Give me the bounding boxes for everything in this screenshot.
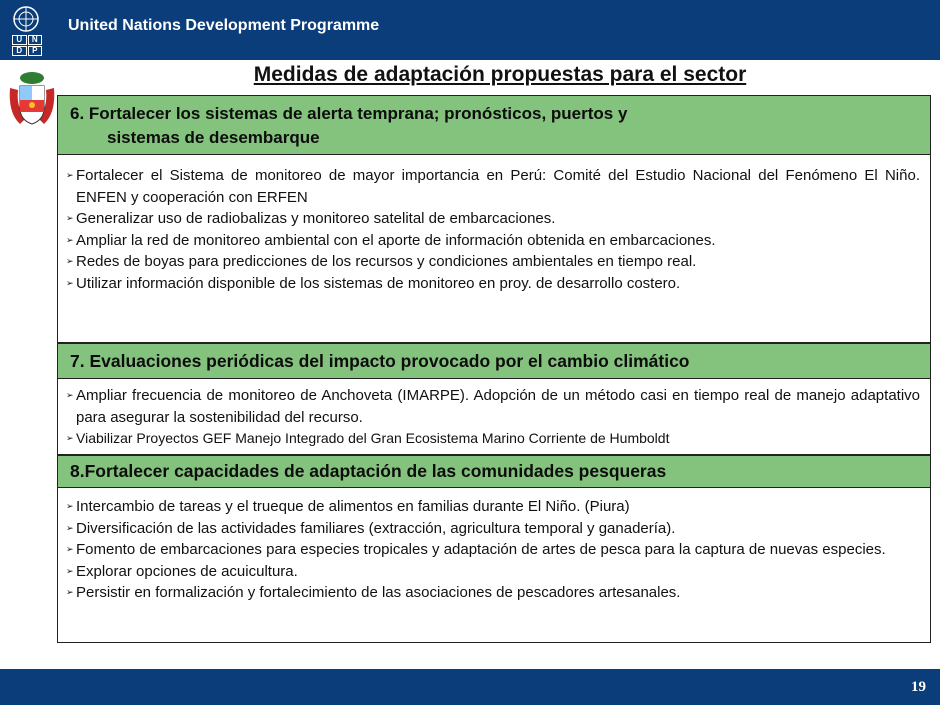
logo-letter-n: N: [28, 35, 43, 45]
arrow-bullet-icon: ➢: [66, 213, 74, 223]
list-item: ➢ Ampliar la red de monitoreo ambiental con el aporte de información obtenida en embarcaciones.: [66, 230, 920, 252]
list-item: ➢ Persistir en formalización y fortalecimiento de las asociaciones de pescadores artesanales.: [66, 582, 920, 604]
undp-logo: [12, 5, 42, 55]
section-6-heading-line1: 6. Fortalecer los sistemas de alerta temprana; pronósticos, puertos y: [70, 104, 628, 123]
list-item: ➢ Fomento de embarcaciones para especies tropicales y adaptación de artes de pesca para la captura de nuevas especies.: [66, 539, 920, 561]
arrow-bullet-icon: ➢: [66, 522, 74, 533]
slide-title: Medidas de adaptación propuestas para el sector: [253, 63, 747, 86]
section-6-body: [57, 155, 931, 343]
arrow-bullet-icon: ➢: [66, 234, 74, 245]
section-7-body: [57, 379, 931, 455]
peru-coat-of-arms-icon: [6, 68, 58, 130]
list-item: ➢ Utilizar información disponible de los sistemas de monitoreo en proy. de desarrollo costero.: [66, 273, 920, 295]
header-bar: [0, 0, 940, 60]
list-item: ➢ Diversificación de las actividades familiares (extracción, agricultura temporal y ganadería).: [66, 518, 920, 540]
list-item: ➢ Redes de boyas para predicciones de los recursos y condiciones ambientales en tiempo real.: [66, 251, 920, 273]
un-globe-icon: [12, 5, 40, 33]
logo-letter-p: P: [28, 46, 43, 56]
logo-letter-u: U: [12, 35, 27, 45]
arrow-bullet-icon: ➢: [66, 170, 74, 180]
arrow-bullet-icon: ➢: [66, 390, 74, 400]
arrow-bullet-icon: ➢: [66, 256, 74, 266]
logo-letter-d: D: [12, 46, 27, 56]
arrow-bullet-icon: ➢: [66, 501, 74, 511]
list-item: ➢ Intercambio de tareas y el trueque de alimentos en familias durante El Niño. (Piura): [66, 496, 920, 518]
arrow-bullet-icon: ➢: [66, 544, 74, 554]
section-6-heading: [57, 95, 931, 155]
arrow-bullet-icon: ➢: [66, 277, 74, 288]
list-item: ➢ Viabilizar Proyectos GEF Manejo Integrado del Gran Ecosistema Marino Corriente de Humboldt: [66, 428, 920, 450]
list-item: ➢ Ampliar frecuencia de monitoreo de Anchoveta (IMARPE). Adopción de un método casi en tiempo real de manejo adaptativo para asegurar la sostenibilidad del recurso.: [66, 387, 920, 426]
footer-bar: [0, 669, 940, 705]
section-8-heading: 8.Fortalecer capacidades de adaptación de las comunidades pesqueras: [57, 455, 931, 488]
section-6-heading-line2: sistemas de desembarque: [107, 128, 320, 147]
arrow-bullet-icon: ➢: [66, 587, 74, 597]
arrow-bullet-icon: ➢: [66, 433, 74, 443]
page-number: 19: [911, 679, 926, 695]
measures-table: [57, 95, 931, 643]
org-name: United Nations Development Programme: [68, 17, 380, 34]
list-item: ➢ Fortalecer el Sistema de monitoreo de mayor importancia en Perú: Comité del Estudio Nacional del Fenómeno El Niño. ENFEN y cooperación con ERFEN: [66, 167, 920, 206]
list-item: ➢ Generalizar uso de radiobalizas y monitoreo satelital de embarcaciones.: [66, 208, 920, 230]
section-7-heading: 7. Evaluaciones periódicas del impacto provocado por el cambio climático: [57, 343, 931, 379]
list-item: ➢ Explorar opciones de acuicultura.: [66, 561, 920, 583]
arrow-bullet-icon: ➢: [66, 565, 74, 576]
section-8-body: [57, 488, 931, 643]
